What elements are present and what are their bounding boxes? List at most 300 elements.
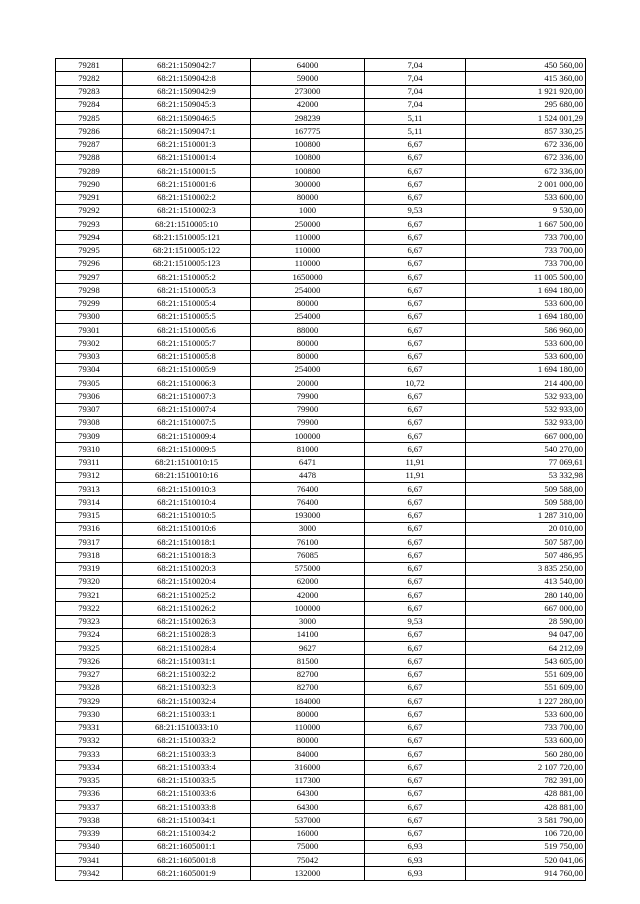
- cadastral-number-cell: 68:21:1509047:1: [123, 125, 251, 138]
- table-row: [56, 271, 586, 284]
- area-cell: 76400: [251, 496, 365, 509]
- area-cell: 64000: [251, 59, 365, 72]
- row-number-cell: 79334: [56, 761, 123, 774]
- row-number-cell: 79303: [56, 350, 123, 363]
- rate-cell: 6,67: [365, 536, 466, 549]
- row-number-cell: 79336: [56, 787, 123, 800]
- row-number-cell: 79283: [56, 85, 123, 98]
- rate-cell: 6,93: [365, 854, 466, 867]
- value-cell: 295 680,00: [466, 98, 586, 111]
- rate-cell: 6,67: [365, 708, 466, 721]
- area-cell: 100000: [251, 602, 365, 615]
- value-cell: 551 609,00: [466, 681, 586, 694]
- cadastral-number-cell: 68:21:1510006:3: [123, 377, 251, 390]
- area-cell: 110000: [251, 244, 365, 257]
- area-cell: 79900: [251, 403, 365, 416]
- row-number-cell: 79297: [56, 271, 123, 284]
- row-number-cell: 79288: [56, 151, 123, 164]
- area-cell: 82700: [251, 681, 365, 694]
- area-cell: 80000: [251, 191, 365, 204]
- row-number-cell: 79325: [56, 642, 123, 655]
- cadastral-number-cell: 68:21:1510026:2: [123, 602, 251, 615]
- value-cell: 782 391,00: [466, 774, 586, 787]
- value-cell: 560 280,00: [466, 748, 586, 761]
- rate-cell: 6,67: [365, 509, 466, 522]
- cadastral-number-cell: 68:21:1510002:3: [123, 204, 251, 217]
- table-row: [56, 257, 586, 270]
- table-row: [56, 562, 586, 575]
- area-cell: 80000: [251, 708, 365, 721]
- rate-cell: 10,72: [365, 377, 466, 390]
- rate-cell: 7,04: [365, 85, 466, 98]
- rate-cell: 6,67: [365, 734, 466, 747]
- rate-cell: 7,04: [365, 59, 466, 72]
- rate-cell: 6,67: [365, 496, 466, 509]
- row-number-cell: 79331: [56, 721, 123, 734]
- value-cell: 667 000,00: [466, 602, 586, 615]
- value-cell: 1 694 180,00: [466, 310, 586, 323]
- rate-cell: 6,67: [365, 191, 466, 204]
- row-number-cell: 79308: [56, 416, 123, 429]
- area-cell: 132000: [251, 867, 365, 880]
- cadastral-number-cell: 68:21:1510005:123: [123, 257, 251, 270]
- area-cell: 4478: [251, 469, 365, 482]
- row-number-cell: 79339: [56, 827, 123, 840]
- rate-cell: 6,67: [365, 271, 466, 284]
- cadastral-number-cell: 68:21:1510005:121: [123, 231, 251, 244]
- area-cell: 254000: [251, 284, 365, 297]
- table-row: [56, 814, 586, 827]
- cadastral-number-cell: 68:21:1509042:7: [123, 59, 251, 72]
- cadastral-number-cell: 68:21:1510020:3: [123, 562, 251, 575]
- area-cell: 300000: [251, 178, 365, 191]
- value-cell: 507 486,95: [466, 549, 586, 562]
- rate-cell: 6,67: [365, 244, 466, 257]
- cadastral-number-cell: 68:21:1510001:5: [123, 165, 251, 178]
- row-number-cell: 79319: [56, 562, 123, 575]
- row-number-cell: 79326: [56, 655, 123, 668]
- value-cell: 540 270,00: [466, 443, 586, 456]
- cadastral-number-cell: 68:21:1510032:4: [123, 695, 251, 708]
- rate-cell: 6,67: [365, 668, 466, 681]
- area-cell: 1000: [251, 204, 365, 217]
- table-row: [56, 337, 586, 350]
- cadastral-number-cell: 68:21:1510028:3: [123, 628, 251, 641]
- row-number-cell: 79327: [56, 668, 123, 681]
- area-cell: 81000: [251, 443, 365, 456]
- cadastral-number-cell: 68:21:1605001:9: [123, 867, 251, 880]
- table-row: [56, 204, 586, 217]
- row-number-cell: 79295: [56, 244, 123, 257]
- cadastral-number-cell: 68:21:1510005:5: [123, 310, 251, 323]
- row-number-cell: 79314: [56, 496, 123, 509]
- cadastral-number-cell: 68:21:1510020:4: [123, 575, 251, 588]
- area-cell: 42000: [251, 98, 365, 111]
- value-cell: 2 107 720,00: [466, 761, 586, 774]
- area-cell: 79900: [251, 416, 365, 429]
- area-cell: 117300: [251, 774, 365, 787]
- row-number-cell: 79294: [56, 231, 123, 244]
- cadastral-number-cell: 68:21:1510010:5: [123, 509, 251, 522]
- cadastral-number-cell: 68:21:1510005:6: [123, 324, 251, 337]
- row-number-cell: 79305: [56, 377, 123, 390]
- value-cell: 428 881,00: [466, 787, 586, 800]
- value-cell: 507 587,00: [466, 536, 586, 549]
- table-row: [56, 483, 586, 496]
- cadastral-number-cell: 68:21:1510001:6: [123, 178, 251, 191]
- rate-cell: 6,67: [365, 602, 466, 615]
- area-cell: 100800: [251, 138, 365, 151]
- area-cell: 254000: [251, 310, 365, 323]
- cadastral-number-cell: 68:21:1510007:3: [123, 390, 251, 403]
- rate-cell: 11,91: [365, 456, 466, 469]
- table-row: [56, 854, 586, 867]
- table-row: [56, 522, 586, 535]
- table-row: [56, 125, 586, 138]
- table-row: [56, 681, 586, 694]
- cadastral-number-cell: 68:21:1510009:5: [123, 443, 251, 456]
- value-cell: 20 010,00: [466, 522, 586, 535]
- table-row: [56, 231, 586, 244]
- area-cell: 42000: [251, 589, 365, 602]
- area-cell: 79900: [251, 390, 365, 403]
- area-cell: 537000: [251, 814, 365, 827]
- area-cell: 110000: [251, 231, 365, 244]
- cadastral-number-cell: 68:21:1510002:2: [123, 191, 251, 204]
- value-cell: 533 600,00: [466, 734, 586, 747]
- rate-cell: 6,67: [365, 748, 466, 761]
- rate-cell: 6,67: [365, 589, 466, 602]
- cadastral-number-cell: 68:21:1509046:5: [123, 112, 251, 125]
- table-row: [56, 721, 586, 734]
- value-cell: 533 600,00: [466, 297, 586, 310]
- row-number-cell: 79281: [56, 59, 123, 72]
- table-row: [56, 85, 586, 98]
- value-cell: 428 881,00: [466, 801, 586, 814]
- row-number-cell: 79292: [56, 204, 123, 217]
- table-row: [56, 615, 586, 628]
- row-number-cell: 79302: [56, 337, 123, 350]
- rate-cell: 6,93: [365, 840, 466, 853]
- area-cell: 193000: [251, 509, 365, 522]
- area-cell: 1650000: [251, 271, 365, 284]
- cadastral-number-cell: 68:21:1510033:5: [123, 774, 251, 787]
- cadastral-number-cell: 68:21:1510033:2: [123, 734, 251, 747]
- area-cell: 100800: [251, 165, 365, 178]
- area-cell: 20000: [251, 377, 365, 390]
- value-cell: 857 330,25: [466, 125, 586, 138]
- table-row: [56, 59, 586, 72]
- rate-cell: 6,67: [365, 655, 466, 668]
- cadastral-number-cell: 68:21:1510005:2: [123, 271, 251, 284]
- rate-cell: 6,67: [365, 443, 466, 456]
- rate-cell: 6,67: [365, 575, 466, 588]
- rate-cell: 6,67: [365, 390, 466, 403]
- area-cell: 298239: [251, 112, 365, 125]
- value-cell: 1 694 180,00: [466, 284, 586, 297]
- area-cell: 81500: [251, 655, 365, 668]
- cadastral-number-cell: 68:21:1510001:3: [123, 138, 251, 151]
- area-cell: 76100: [251, 536, 365, 549]
- cadastral-number-cell: 68:21:1509045:3: [123, 98, 251, 111]
- value-cell: 733 700,00: [466, 721, 586, 734]
- table-row: [56, 244, 586, 257]
- table-row: [56, 774, 586, 787]
- rate-cell: 6,67: [365, 284, 466, 297]
- value-cell: 532 933,00: [466, 403, 586, 416]
- rate-cell: 6,67: [365, 681, 466, 694]
- cadastral-number-cell: 68:21:1510010:3: [123, 483, 251, 496]
- table-row: [56, 363, 586, 376]
- row-number-cell: 79311: [56, 456, 123, 469]
- area-cell: 76400: [251, 483, 365, 496]
- rate-cell: 6,67: [365, 774, 466, 787]
- area-cell: 250000: [251, 218, 365, 231]
- table-row: [56, 589, 586, 602]
- table-row: [56, 403, 586, 416]
- table-row: [56, 840, 586, 853]
- cadastral-number-cell: 68:21:1605001:1: [123, 840, 251, 853]
- rate-cell: 6,67: [365, 218, 466, 231]
- table-row: [56, 98, 586, 111]
- value-cell: 1 921 920,00: [466, 85, 586, 98]
- table-row: [56, 628, 586, 641]
- area-cell: 167775: [251, 125, 365, 138]
- value-cell: 1 667 500,00: [466, 218, 586, 231]
- value-cell: 672 336,00: [466, 138, 586, 151]
- rate-cell: 6,67: [365, 151, 466, 164]
- area-cell: 575000: [251, 562, 365, 575]
- row-number-cell: 79342: [56, 867, 123, 880]
- value-cell: 3 581 790,00: [466, 814, 586, 827]
- value-cell: 3 835 250,00: [466, 562, 586, 575]
- value-cell: 509 588,00: [466, 483, 586, 496]
- row-number-cell: 79323: [56, 615, 123, 628]
- row-number-cell: 79328: [56, 681, 123, 694]
- rate-cell: 6,67: [365, 827, 466, 840]
- table-row: [56, 655, 586, 668]
- rate-cell: 6,67: [365, 297, 466, 310]
- rate-cell: 6,67: [365, 310, 466, 323]
- value-cell: 450 560,00: [466, 59, 586, 72]
- rate-cell: 6,67: [365, 642, 466, 655]
- area-cell: 100000: [251, 430, 365, 443]
- value-cell: 543 605,00: [466, 655, 586, 668]
- table-row: [56, 416, 586, 429]
- cadastral-number-cell: 68:21:1510033:4: [123, 761, 251, 774]
- rate-cell: 6,67: [365, 231, 466, 244]
- cadastral-number-cell: 68:21:1510005:122: [123, 244, 251, 257]
- cadastral-number-cell: 68:21:1510010:15: [123, 456, 251, 469]
- rate-cell: 6,67: [365, 787, 466, 800]
- cadastral-number-cell: 68:21:1510005:7: [123, 337, 251, 350]
- area-cell: 316000: [251, 761, 365, 774]
- table-row: [56, 456, 586, 469]
- rate-cell: 6,67: [365, 363, 466, 376]
- cadastral-number-cell: 68:21:1509042:9: [123, 85, 251, 98]
- cadastral-number-cell: 68:21:1510005:3: [123, 284, 251, 297]
- value-cell: 11 005 500,00: [466, 271, 586, 284]
- area-cell: 80000: [251, 734, 365, 747]
- row-number-cell: 79291: [56, 191, 123, 204]
- table-row: [56, 390, 586, 403]
- table-row: [56, 377, 586, 390]
- cadastral-number-cell: 68:21:1510033:6: [123, 787, 251, 800]
- rate-cell: 6,67: [365, 695, 466, 708]
- value-cell: 533 600,00: [466, 191, 586, 204]
- rate-cell: 6,67: [365, 549, 466, 562]
- cadastral-number-cell: 68:21:1510028:4: [123, 642, 251, 655]
- table-row: [56, 297, 586, 310]
- area-cell: 3000: [251, 615, 365, 628]
- table-row: [56, 668, 586, 681]
- cadastral-number-cell: 68:21:1510034:2: [123, 827, 251, 840]
- table-row: [56, 867, 586, 880]
- table-row: [56, 151, 586, 164]
- rate-cell: 6,67: [365, 430, 466, 443]
- value-cell: 214 400,00: [466, 377, 586, 390]
- value-cell: 94 047,00: [466, 628, 586, 641]
- rate-cell: 6,93: [365, 867, 466, 880]
- cadastral-number-cell: 68:21:1605001:8: [123, 854, 251, 867]
- row-number-cell: 79322: [56, 602, 123, 615]
- value-cell: 415 360,00: [466, 72, 586, 85]
- value-cell: 519 750,00: [466, 840, 586, 853]
- cadastral-number-cell: 68:21:1510032:2: [123, 668, 251, 681]
- row-number-cell: 79318: [56, 549, 123, 562]
- rate-cell: 5,11: [365, 112, 466, 125]
- value-cell: 533 600,00: [466, 708, 586, 721]
- value-cell: 1 524 001,29: [466, 112, 586, 125]
- area-cell: 75042: [251, 854, 365, 867]
- area-cell: 100800: [251, 151, 365, 164]
- rate-cell: 6,67: [365, 403, 466, 416]
- row-number-cell: 79333: [56, 748, 123, 761]
- cadastral-number-cell: 68:21:1510026:3: [123, 615, 251, 628]
- area-cell: 9627: [251, 642, 365, 655]
- cadastral-number-cell: 68:21:1510033:8: [123, 801, 251, 814]
- table-row: [56, 787, 586, 800]
- row-number-cell: 79313: [56, 483, 123, 496]
- rate-cell: 6,67: [365, 721, 466, 734]
- value-cell: 1 227 280,00: [466, 695, 586, 708]
- table-row: [56, 695, 586, 708]
- table-row: [56, 761, 586, 774]
- cadastral-number-cell: 68:21:1510005:8: [123, 350, 251, 363]
- table-row: [56, 549, 586, 562]
- row-number-cell: 79298: [56, 284, 123, 297]
- row-number-cell: 79293: [56, 218, 123, 231]
- area-cell: 184000: [251, 695, 365, 708]
- cadastral-number-cell: 68:21:1510018:1: [123, 536, 251, 549]
- area-cell: 3000: [251, 522, 365, 535]
- table-row: [56, 284, 586, 297]
- row-number-cell: 79307: [56, 403, 123, 416]
- value-cell: 672 336,00: [466, 151, 586, 164]
- row-number-cell: 79317: [56, 536, 123, 549]
- cadastral-number-cell: 68:21:1510005:4: [123, 297, 251, 310]
- table-row: [56, 218, 586, 231]
- value-cell: 413 540,00: [466, 575, 586, 588]
- row-number-cell: 79299: [56, 297, 123, 310]
- rate-cell: 6,67: [365, 178, 466, 191]
- area-cell: 64300: [251, 787, 365, 800]
- area-cell: 75000: [251, 840, 365, 853]
- rate-cell: 6,67: [365, 562, 466, 575]
- value-cell: 733 700,00: [466, 257, 586, 270]
- rate-cell: 6,67: [365, 483, 466, 496]
- table-row: [56, 138, 586, 151]
- area-cell: 88000: [251, 324, 365, 337]
- value-cell: 1 694 180,00: [466, 363, 586, 376]
- value-cell: 520 041,06: [466, 854, 586, 867]
- rate-cell: 6,67: [365, 350, 466, 363]
- value-cell: 77 069,61: [466, 456, 586, 469]
- table-row: [56, 734, 586, 747]
- table-row: [56, 178, 586, 191]
- row-number-cell: 79300: [56, 310, 123, 323]
- rate-cell: 6,67: [365, 628, 466, 641]
- row-number-cell: 79304: [56, 363, 123, 376]
- value-cell: 914 760,00: [466, 867, 586, 880]
- row-number-cell: 79335: [56, 774, 123, 787]
- row-number-cell: 79341: [56, 854, 123, 867]
- cadastral-number-cell: 68:21:1510034:1: [123, 814, 251, 827]
- value-cell: 551 609,00: [466, 668, 586, 681]
- table-body: [56, 59, 586, 881]
- table-row: [56, 509, 586, 522]
- rate-cell: 6,67: [365, 165, 466, 178]
- table-row: [56, 827, 586, 840]
- row-number-cell: 79306: [56, 390, 123, 403]
- cadastral-number-cell: 68:21:1510010:16: [123, 469, 251, 482]
- cadastral-number-cell: 68:21:1510033:3: [123, 748, 251, 761]
- area-cell: 64300: [251, 801, 365, 814]
- value-cell: 28 590,00: [466, 615, 586, 628]
- rate-cell: 6,67: [365, 257, 466, 270]
- value-cell: 532 933,00: [466, 390, 586, 403]
- cadastral-number-cell: 68:21:1510005:10: [123, 218, 251, 231]
- table-row: [56, 350, 586, 363]
- rate-cell: 6,67: [365, 324, 466, 337]
- row-number-cell: 79284: [56, 98, 123, 111]
- table-row: [56, 708, 586, 721]
- row-number-cell: 79309: [56, 430, 123, 443]
- table-row: [56, 165, 586, 178]
- cadastral-number-cell: 68:21:1510007:4: [123, 403, 251, 416]
- row-number-cell: 79310: [56, 443, 123, 456]
- area-cell: 76085: [251, 549, 365, 562]
- area-cell: 80000: [251, 297, 365, 310]
- rate-cell: 9,53: [365, 204, 466, 217]
- area-cell: 16000: [251, 827, 365, 840]
- area-cell: 82700: [251, 668, 365, 681]
- rate-cell: 6,67: [365, 814, 466, 827]
- rate-cell: 6,67: [365, 801, 466, 814]
- area-cell: 59000: [251, 72, 365, 85]
- rate-cell: 5,11: [365, 125, 466, 138]
- area-cell: 110000: [251, 257, 365, 270]
- rate-cell: 7,04: [365, 98, 466, 111]
- area-cell: 273000: [251, 85, 365, 98]
- area-cell: 80000: [251, 337, 365, 350]
- row-number-cell: 79338: [56, 814, 123, 827]
- cadastral-value-table: [55, 58, 586, 881]
- rate-cell: 6,67: [365, 522, 466, 535]
- row-number-cell: 79329: [56, 695, 123, 708]
- cadastral-number-cell: 68:21:1510032:3: [123, 681, 251, 694]
- area-cell: 80000: [251, 350, 365, 363]
